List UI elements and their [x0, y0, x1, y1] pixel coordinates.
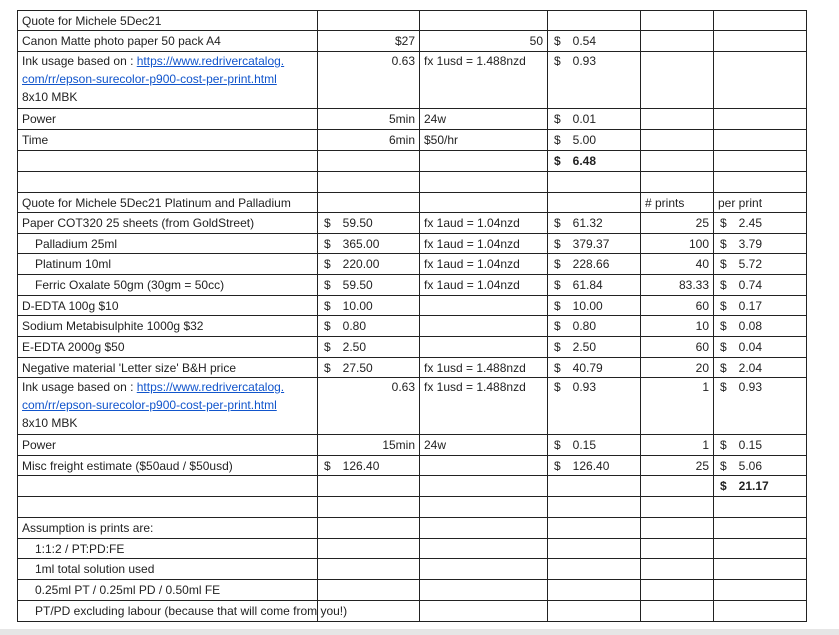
- cell-r22-c5[interactable]: [641, 518, 713, 538]
- currency-value: $ 2.04: [720, 361, 763, 375]
- cell-r6-c2[interactable]: [318, 151, 419, 171]
- cell-r20-c1[interactable]: [18, 476, 317, 496]
- cell-r26-c3[interactable]: [420, 601, 547, 621]
- cell-r17-c1[interactable]: [18, 378, 317, 434]
- cell-r18-c2[interactable]: 15min: [382, 438, 415, 452]
- currency-value: $ 6.48: [554, 154, 597, 168]
- cell-r19-c2[interactable]: [318, 456, 419, 475]
- cell-r14-c3[interactable]: [420, 316, 547, 336]
- cell-r5-c5[interactable]: [641, 130, 713, 150]
- cell-r23-c4[interactable]: [548, 539, 640, 558]
- cell-r17-c2[interactable]: 0.63: [391, 380, 415, 394]
- cell-r23-c1[interactable]: 1:1:2 / PT:PD:FE: [35, 542, 125, 556]
- cell-r5-c2[interactable]: 6min: [388, 133, 415, 147]
- cell-r11-c2[interactable]: [318, 254, 419, 274]
- cell-r10-c4[interactable]: [548, 234, 640, 253]
- cell-r25-c1[interactable]: 0.25ml PT / 0.25ml PD / 0.50ml FE: [35, 583, 221, 597]
- cell-r18-c3[interactable]: 24w: [424, 438, 447, 452]
- cell-r24-c5[interactable]: [641, 559, 713, 579]
- cell-r25-c3[interactable]: [420, 580, 547, 600]
- cell-r8-c3[interactable]: [420, 193, 547, 212]
- cell-r7-c1[interactable]: [18, 172, 317, 192]
- cell-r7-c3[interactable]: [420, 172, 547, 192]
- currency-value: $ 10.00: [554, 299, 603, 313]
- cell-r2-c4[interactable]: [548, 31, 640, 51]
- cell-r15-c3[interactable]: [420, 337, 547, 357]
- cell-r8-c6[interactable]: per print: [718, 196, 763, 210]
- currency-value: $ 61.84: [554, 278, 603, 292]
- cell-r11-c4[interactable]: [548, 254, 640, 274]
- currency-value: $ 2.50: [324, 340, 367, 354]
- cell-r24-c1[interactable]: 1ml total solution used: [35, 562, 155, 576]
- cell-r16-c1[interactable]: Negative material 'Letter size' B&H price: [22, 361, 237, 375]
- cell-r6-c4[interactable]: [548, 151, 640, 171]
- cell-r16-c2[interactable]: [318, 358, 419, 377]
- cell-r26-c1[interactable]: PT/PD excluding labour (because that will come from you!): [35, 604, 348, 618]
- cell-r10-c3[interactable]: fx 1aud = 1.04nzd: [424, 237, 520, 251]
- cell-r26-c5[interactable]: [641, 601, 713, 621]
- cell-r25-c6[interactable]: [714, 580, 806, 600]
- currency-value: $ 0.93: [554, 380, 597, 394]
- cell-r17-c5[interactable]: 1: [702, 380, 709, 394]
- cell-r8-c5[interactable]: # prints: [645, 196, 685, 210]
- cell-r1-c2[interactable]: [318, 11, 419, 30]
- currency-value: $ 27.50: [324, 361, 373, 375]
- ink-usage-note: 8x10 MBK: [22, 416, 78, 430]
- cell-r24-c6[interactable]: [714, 559, 806, 579]
- cell-r20-c5[interactable]: [641, 476, 713, 496]
- cell-r3-c5[interactable]: [641, 52, 713, 108]
- cell-r9-c1[interactable]: Paper COT320 25 sheets (from GoldStreet): [22, 216, 255, 230]
- cell-r7-c2[interactable]: [318, 172, 419, 192]
- cell-r18-c5[interactable]: 1: [702, 438, 709, 452]
- currency-value: $ 0.01: [554, 112, 597, 126]
- cell-r19-c4[interactable]: [548, 456, 640, 475]
- cell-r7-c5[interactable]: [641, 172, 713, 192]
- currency-value: $ 0.54: [554, 34, 597, 48]
- cell-r4-c1[interactable]: Power: [22, 112, 57, 126]
- cell-r11-c5[interactable]: 40: [695, 257, 709, 271]
- cell-r12-c5[interactable]: 83.33: [678, 278, 709, 292]
- currency-value: $ 0.04: [720, 340, 763, 354]
- ink-usage-link[interactable]: https://www.redrivercatalog.: [136, 380, 285, 394]
- cell-r12-c4[interactable]: [548, 275, 640, 295]
- currency-value: $ 365.00: [324, 237, 380, 251]
- cell-r12-c2[interactable]: [318, 275, 419, 295]
- cell-r6-c6[interactable]: [714, 151, 806, 171]
- cell-r21-c5[interactable]: [641, 497, 713, 517]
- cell-r11-c3[interactable]: fx 1aud = 1.04nzd: [424, 257, 520, 271]
- cell-r25-c5[interactable]: [641, 580, 713, 600]
- cell-r13-c5[interactable]: 60: [695, 299, 709, 313]
- cell-r16-c6[interactable]: [714, 358, 806, 377]
- currency-value: $ 61.32: [554, 216, 603, 230]
- currency-value: $ 0.15: [720, 438, 763, 452]
- cell-r13-c1[interactable]: D-EDTA 100g $10: [22, 299, 119, 313]
- currency-value: $ 59.50: [324, 278, 373, 292]
- currency-value: $ 0.80: [324, 319, 367, 333]
- cell-r19-c1[interactable]: Misc freight estimate ($50aud / $50usd): [22, 459, 233, 473]
- cell-r2-c1[interactable]: Canon Matte photo paper 50 pack A4: [22, 34, 221, 48]
- cell-r10-c2[interactable]: [318, 234, 419, 253]
- currency-value: $ 220.00: [324, 257, 380, 271]
- currency-value: $ 3.79: [720, 237, 763, 251]
- cell-r3-c1[interactable]: [18, 52, 317, 108]
- cell-r2-c5[interactable]: [641, 31, 713, 51]
- cell-r21-c2[interactable]: [318, 497, 419, 517]
- cell-r19-c6[interactable]: [714, 456, 806, 475]
- cell-r26-c6[interactable]: [714, 601, 806, 621]
- cell-r23-c2[interactable]: [318, 539, 419, 558]
- cell-r1-c3[interactable]: [420, 11, 547, 30]
- cell-r18-c4[interactable]: [548, 435, 640, 455]
- currency-value: $ 0.15: [554, 438, 597, 452]
- cell-r19-c5[interactable]: 25: [695, 459, 709, 473]
- cell-r11-c6[interactable]: [714, 254, 806, 274]
- currency-value: $ 126.40: [324, 459, 380, 473]
- cell-r3-c2[interactable]: 0.63: [391, 54, 415, 68]
- ink-usage-label: Ink usage based on :: [22, 54, 137, 68]
- cell-r9-c2[interactable]: [318, 213, 419, 233]
- cell-r12-c6[interactable]: [714, 275, 806, 295]
- cell-r1-c4[interactable]: [548, 11, 640, 30]
- cell-r2-c3[interactable]: 50: [529, 34, 543, 48]
- cell-r21-c1[interactable]: [18, 497, 317, 517]
- currency-value: $ 59.50: [324, 216, 373, 230]
- cell-r16-c4[interactable]: [548, 358, 640, 377]
- cell-r5-c6[interactable]: [714, 130, 806, 150]
- cell-r4-c6[interactable]: [714, 109, 806, 129]
- cell-r24-c3[interactable]: [420, 559, 547, 579]
- cell-r21-c4[interactable]: [548, 497, 640, 517]
- cell-r8-c1[interactable]: Quote for Michele 5Dec21 Platinum and Palladium: [22, 196, 291, 210]
- cell-r17-c4[interactable]: [548, 378, 640, 434]
- cell-r11-c1[interactable]: Platinum 10ml: [35, 257, 112, 271]
- cell-r20-c2[interactable]: [318, 476, 419, 496]
- cell-r9-c4[interactable]: [548, 213, 640, 233]
- cell-r1-c6[interactable]: [714, 11, 806, 30]
- cell-r13-c6[interactable]: [714, 296, 806, 315]
- ink-usage-link-continued[interactable]: com/rr/epson-surecolor-p900-cost-per-print.html: [22, 72, 277, 86]
- cell-r9-c6[interactable]: [714, 213, 806, 233]
- currency-value: $ 5.06: [720, 459, 763, 473]
- cell-r9-c3[interactable]: fx 1aud = 1.04nzd: [424, 216, 520, 230]
- ink-usage-label: Ink usage based on :: [22, 380, 137, 394]
- currency-value: $ 0.17: [720, 299, 763, 313]
- cell-r3-c3[interactable]: fx 1usd = 1.488nzd: [424, 54, 526, 68]
- cell-r15-c1[interactable]: E-EDTA 2000g $50: [22, 340, 125, 354]
- cell-r16-c3[interactable]: fx 1usd = 1.488nzd: [424, 361, 526, 375]
- cell-r26-c4[interactable]: [548, 601, 640, 621]
- currency-value: $ 0.93: [720, 380, 763, 394]
- cell-r4-c4[interactable]: [548, 109, 640, 129]
- cell-r23-c5[interactable]: [641, 539, 713, 558]
- currency-value: $ 0.08: [720, 319, 763, 333]
- cell-r6-c3[interactable]: [420, 151, 547, 171]
- cell-r14-c1[interactable]: Sodium Metabisulphite 1000g $32: [22, 319, 204, 333]
- horizontal-scrollbar-track[interactable]: [0, 629, 839, 635]
- cell-r1-c5[interactable]: [641, 11, 713, 30]
- cell-r15-c6[interactable]: [714, 337, 806, 357]
- currency-value: $ 2.45: [720, 216, 763, 230]
- cell-r6-c1[interactable]: [18, 151, 317, 171]
- cell-r12-c3[interactable]: fx 1aud = 1.04nzd: [424, 278, 520, 292]
- cell-r13-c3[interactable]: [420, 296, 547, 315]
- cell-r9-c5[interactable]: 25: [695, 216, 709, 230]
- cell-r22-c1[interactable]: Assumption is prints are:: [22, 521, 154, 535]
- cell-r23-c6[interactable]: [714, 539, 806, 558]
- currency-value: $ 228.66: [554, 257, 610, 271]
- currency-value: $ 126.40: [554, 459, 610, 473]
- cell-r24-c2[interactable]: [318, 559, 419, 579]
- cell-r1-c1[interactable]: Quote for Michele 5Dec21: [22, 14, 162, 28]
- cell-r21-c3[interactable]: [420, 497, 547, 517]
- currency-value: $ 0.93: [554, 54, 597, 68]
- currency-value: $ 0.74: [720, 278, 763, 292]
- cell-r5-c4[interactable]: [548, 130, 640, 150]
- cell-r17-c6[interactable]: [714, 378, 806, 434]
- cell-r4-c2[interactable]: 5min: [388, 112, 415, 126]
- currency-value: $ 5.72: [720, 257, 763, 271]
- cell-r18-c6[interactable]: [714, 435, 806, 455]
- cell-r8-c4[interactable]: [548, 193, 640, 212]
- cell-r24-c4[interactable]: [548, 559, 640, 579]
- cell-r25-c4[interactable]: [548, 580, 640, 600]
- cell-r6-c5[interactable]: [641, 151, 713, 171]
- currency-value: $ 10.00: [324, 299, 373, 313]
- cell-r12-c1[interactable]: Ferric Oxalate 50gm (30gm = 50cc): [35, 278, 225, 292]
- cell-r14-c5[interactable]: 10: [695, 319, 709, 333]
- cell-r14-c6[interactable]: [714, 316, 806, 336]
- cell-r3-c6[interactable]: [714, 52, 806, 108]
- cell-r7-c4[interactable]: [548, 172, 640, 192]
- ink-usage-link-continued[interactable]: com/rr/epson-surecolor-p900-cost-per-print.html: [22, 398, 277, 412]
- cell-r10-c5[interactable]: 100: [688, 237, 709, 251]
- currency-value: $ 379.37: [554, 237, 610, 251]
- cell-r19-c3[interactable]: [420, 456, 547, 475]
- currency-value: $ 0.80: [554, 319, 597, 333]
- cell-r23-c3[interactable]: [420, 539, 547, 558]
- cell-r8-c2[interactable]: [318, 193, 419, 212]
- cell-r22-c4[interactable]: [548, 518, 640, 538]
- cell-r20-c4[interactable]: [548, 476, 640, 496]
- cell-r15-c4[interactable]: [548, 337, 640, 357]
- cell-r13-c4[interactable]: [548, 296, 640, 315]
- currency-value: $ 21.17: [720, 479, 769, 493]
- cell-r14-c2[interactable]: [318, 316, 419, 336]
- cell-r2-c2[interactable]: $27: [394, 34, 415, 48]
- cell-r4-c5[interactable]: [641, 109, 713, 129]
- cell-r14-c4[interactable]: [548, 316, 640, 336]
- ink-usage-link[interactable]: https://www.redrivercatalog.: [136, 54, 285, 68]
- cell-r20-c6[interactable]: [714, 476, 806, 496]
- cell-r7-c6[interactable]: [714, 172, 806, 192]
- cell-r5-c1[interactable]: Time: [22, 133, 49, 147]
- cell-r3-c4[interactable]: [548, 52, 640, 108]
- cell-r21-c6[interactable]: [714, 497, 806, 517]
- cell-r2-c6[interactable]: [714, 31, 806, 51]
- cell-r13-c2[interactable]: [318, 296, 419, 315]
- currency-value: $ 40.79: [554, 361, 603, 375]
- cell-r26-c2[interactable]: [318, 601, 419, 621]
- row-gridline: [17, 621, 807, 622]
- cell-r5-c3[interactable]: $50/hr: [424, 133, 459, 147]
- cell-r22-c2[interactable]: [318, 518, 419, 538]
- column-gridline: [806, 10, 807, 622]
- cell-r15-c2[interactable]: [318, 337, 419, 357]
- currency-value: $ 2.50: [554, 340, 597, 354]
- cell-r4-c3[interactable]: 24w: [424, 112, 447, 126]
- cell-r10-c1[interactable]: Palladium 25ml: [35, 237, 118, 251]
- ink-usage-note: 8x10 MBK: [22, 90, 78, 104]
- cell-r18-c1[interactable]: Power: [22, 438, 57, 452]
- cell-r25-c2[interactable]: [318, 580, 419, 600]
- cell-r10-c6[interactable]: [714, 234, 806, 253]
- currency-value: $ 5.00: [554, 133, 597, 147]
- cell-r15-c5[interactable]: 60: [695, 340, 709, 354]
- cell-r16-c5[interactable]: 20: [695, 361, 709, 375]
- cell-r22-c6[interactable]: [714, 518, 806, 538]
- cell-r17-c3[interactable]: fx 1usd = 1.488nzd: [424, 380, 526, 394]
- cell-r20-c3[interactable]: [420, 476, 547, 496]
- cell-r22-c3[interactable]: [420, 518, 547, 538]
